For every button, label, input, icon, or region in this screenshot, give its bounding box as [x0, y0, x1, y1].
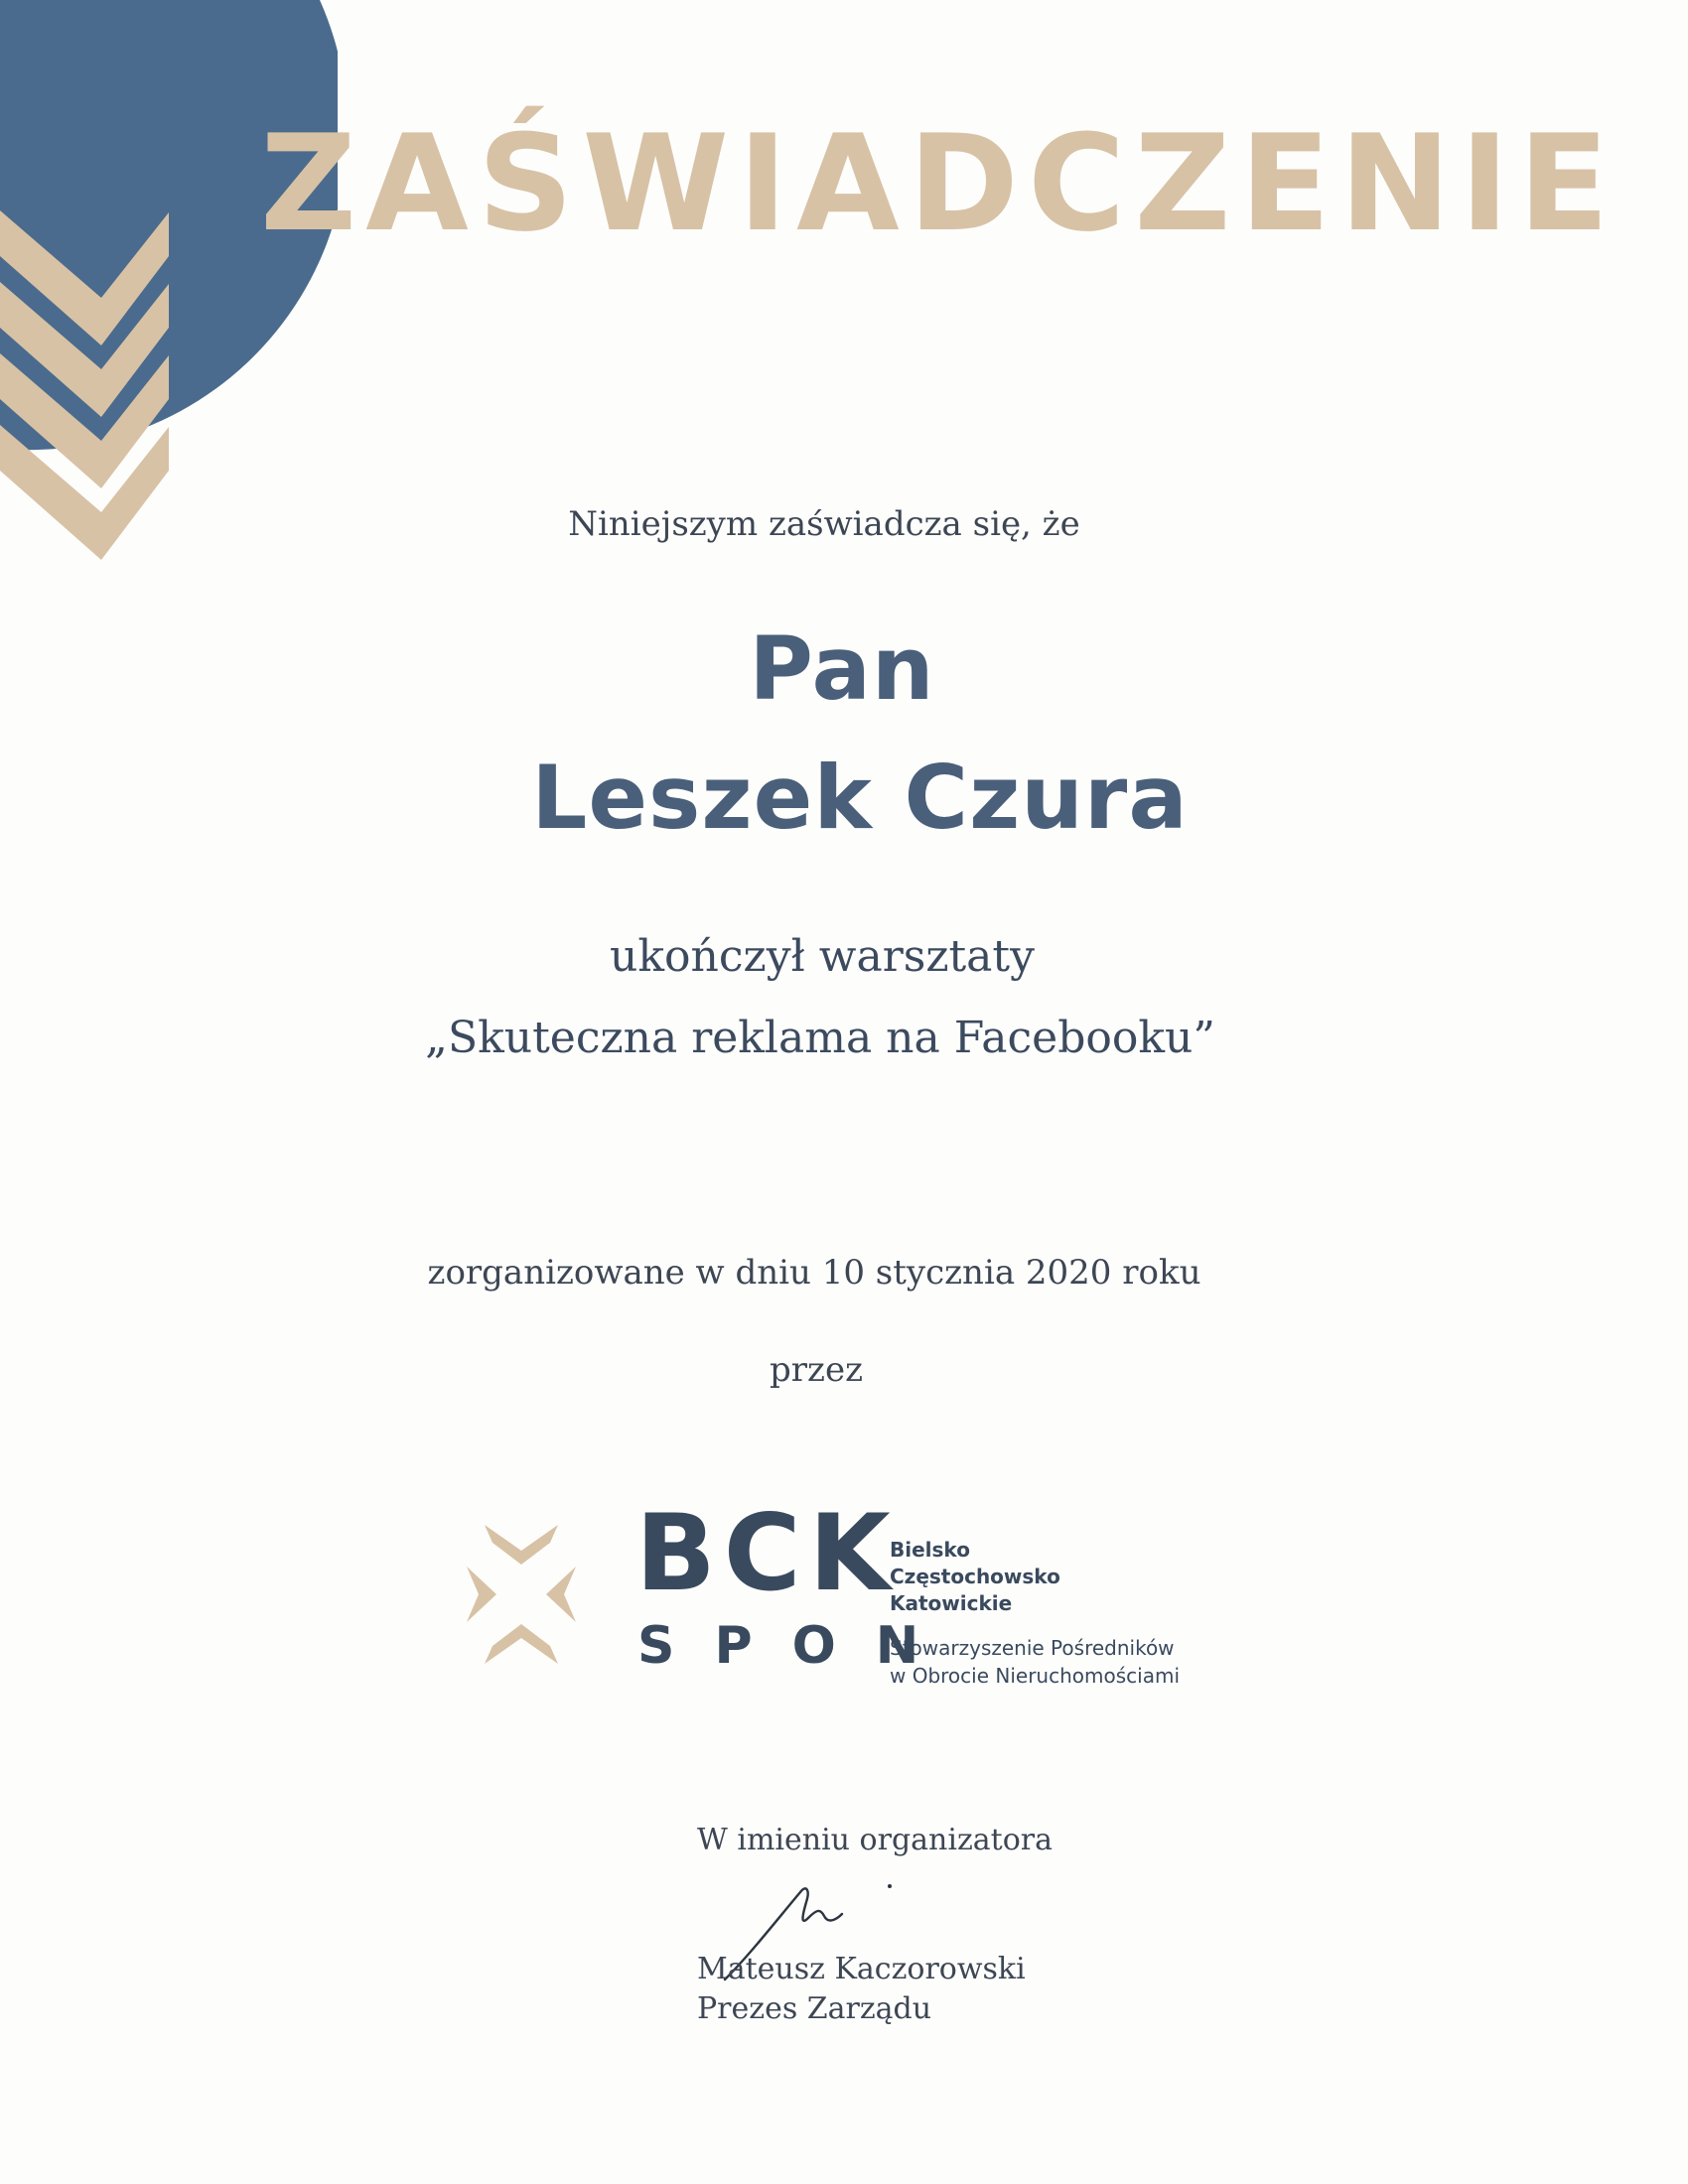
by-text: przez — [770, 1350, 863, 1390]
intro-text: Niniejszym zaświadcza się, że — [568, 504, 1080, 544]
logo-region-line: Częstochowsko — [890, 1565, 1060, 1588]
logo-region-line: Bielsko — [890, 1538, 970, 1562]
logo-region-line: Katowickie — [890, 1591, 1013, 1615]
recipient-name: Leszek Czura — [531, 747, 1189, 849]
completion-text: ukończył warsztaty — [610, 931, 1035, 982]
signer-role: Prezes Zarządu — [697, 1991, 932, 2026]
logo-association-text — [890, 1634, 1180, 1690]
logo-association-line: w Obrocie Nieruchomościami — [890, 1664, 1181, 1688]
organizer-logo — [467, 1492, 1221, 1688]
mark-left-chevron — [467, 1567, 496, 1622]
logo-abbreviation: BCK — [635, 1492, 899, 1614]
mark-right-chevron — [546, 1567, 576, 1622]
star-burst-icon — [467, 1515, 576, 1664]
on-behalf-text: W imieniu organizatora — [697, 1823, 1053, 1857]
logo-region-text — [890, 1537, 1060, 1617]
name-prefix: Pan — [749, 617, 935, 720]
mark-bottom-chevron — [485, 1624, 558, 1664]
signer-name: Mateusz Kaczorowski — [697, 1952, 1026, 1986]
certificate-title: ZAŚWIADCZENIE — [260, 106, 1618, 261]
logo-subtitle: SPON — [637, 1616, 959, 1676]
workshop-title: „Skuteczna reklama na Facebooku” — [425, 1013, 1215, 1063]
mark-top-chevron — [485, 1525, 558, 1565]
logo-association-line: Stowarzyszenie Pośredników — [890, 1636, 1175, 1660]
event-date: zorganizowane w dniu 10 stycznia 2020 roku — [427, 1253, 1201, 1293]
